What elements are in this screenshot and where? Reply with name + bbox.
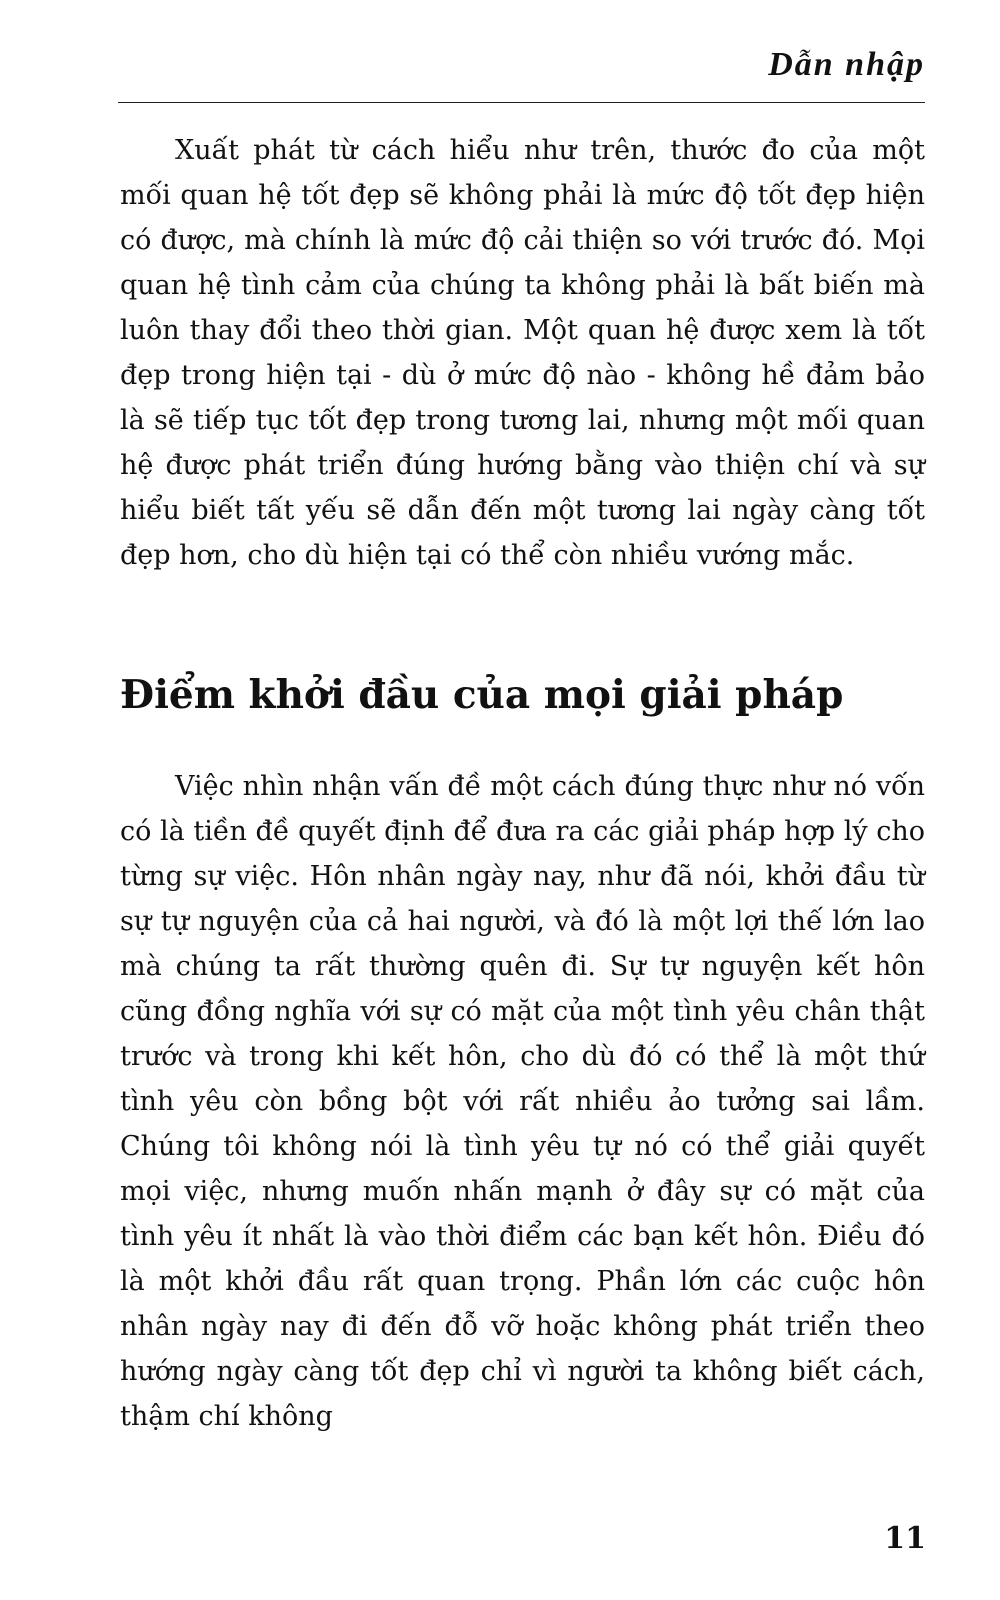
section-heading: Điểm khởi đầu của mọi giải pháp: [120, 672, 844, 718]
header-divider: [118, 102, 925, 103]
running-header-title: Dẫn nhập: [768, 46, 925, 83]
body-paragraph-2: Việc nhìn nhận vấn đề một cách đúng thực như nó vốn có là tiền đề quyết định để đưa ra các giải pháp hợp lý cho từng sự việc. Hôn nhân ngày nay, như đã nói, khởi đầu từ sự tự nguyện của cả hai người, và đó là một lợi thế lớn lao mà chúng ta rất thường quên đi. Sự tự nguyện kết hôn cũng đồng nghĩa với sự có mặt của một tình yêu chân thật trước và trong khi kết hôn, cho dù đó có thể là một thứ tình yêu còn bồng bột với rất nhiều ảo tưởng sai lầm. Chúng tôi không nói là tình yêu tự nó có thể giải quyết mọi việc, nhưng muốn nhấn mạnh ở đây sự có mặt của tình yêu ít nhất là vào thời điểm các bạn kết hôn. Điều đó là một khởi đầu rất quan trọng. Phần lớn các cuộc hôn nhân ngày nay đi đến đỗ vỡ hoặc không phát triển theo hướng ngày càng tốt đẹp chỉ vì người ta không biết cách, thậm chí không: [120, 771, 925, 1432]
page-number: 11: [884, 1521, 926, 1556]
body-paragraph-1: Xuất phát từ cách hiểu như trên, thước đo của một mối quan hệ tốt đẹp sẽ không phải là mức độ tốt đẹp hiện có được, mà chính là mức độ cải thiện so với trước đó. Mọi quan hệ tình cảm của chúng ta không phải là bất biến mà luôn thay đổi theo thời gian. Một quan hệ được xem là tốt đẹp trong hiện tại - dù ở mức độ nào - không hề đảm bảo là sẽ tiếp tục tốt đẹp trong tương lai, nhưng một mối quan hệ được phát triển đúng hướng bằng vào thiện chí và sự hiểu biết tất yếu sẽ dẫn đến một tương lai ngày càng tốt đẹp hơn, cho dù hiện tại có thể còn nhiều vướng mắc.: [120, 135, 925, 571]
